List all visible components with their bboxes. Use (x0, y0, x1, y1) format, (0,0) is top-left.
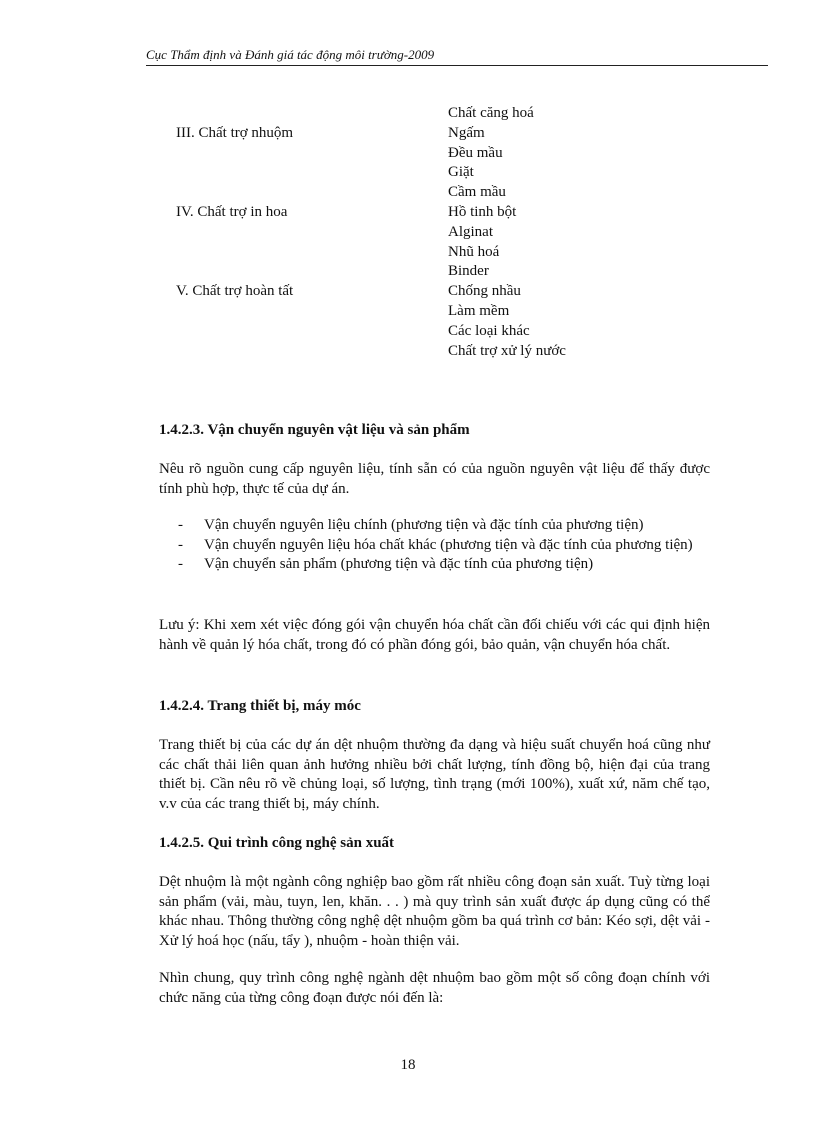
list-row (176, 163, 676, 183)
chemical-list (176, 104, 676, 361)
list-row (176, 183, 676, 203)
list-category: III. Chất trợ nhuộm (176, 124, 294, 141)
note-paragraph: Lưu ý: Khi xem xét việc đóng gói vận chuyển hóa chất cần đối chiếu với các qui định hiện hành về quản lý hóa chất, trong đó có phần đóng gói, bảo quản, vận chuyển hóa chất. (159, 617, 710, 653)
list-item (178, 555, 710, 575)
section-heading: 1.4.2.3. Vận chuyển nguyên vật liệu và sản phẩm (159, 422, 470, 438)
list-row (176, 203, 676, 223)
list-item: Ngấm (448, 124, 485, 141)
list-item (178, 516, 710, 536)
paragraph: Nêu rõ nguồn cung cấp nguyên liệu, tính sẵn có của nguồn nguyên vật liệu để thấy được tính phù hợp, thực tế của dự án. (159, 461, 710, 497)
list-item (178, 536, 710, 556)
bullet-text: Vận chuyển sản phẩm (phương tiện và đặc tính của phương tiện) (204, 556, 594, 572)
page-header: Cục Thẩm định và Đánh giá tác động môi trường-2009 (146, 46, 768, 66)
list-item: Hồ tinh bột (448, 203, 517, 220)
list-item: Alginat (448, 223, 493, 240)
paragraph: Dệt nhuộm là một ngành công nghiệp bao gồm rất nhiều công đoạn sản xuất. Tuỳ từng loại sản phẩm (vải, màu, tuyn, len, khăn. . . ) mà quy trình sản xuất được áp dụng cũng có thể khác nhau. Thông thường công nghệ dệt nhuộm gồm ba quá trình cơ bản: Kéo sợi, dệt vải - Xử lý hoá học (nấu, tẩy ), nhuộm - hoàn thiện vải. (159, 874, 710, 949)
list-row (176, 104, 676, 124)
list-item: Đều mầu (448, 144, 503, 161)
list-item: Binder (448, 263, 489, 280)
list-category: IV. Chất trợ in hoa (176, 203, 288, 220)
bullet-text: Vận chuyển nguyên liệu chính (phương tiện và đặc tính của phương tiện) (204, 517, 644, 533)
list-item: Giặt (448, 164, 474, 181)
list-item: Chất căng hoá (448, 105, 534, 121)
list-item: Chống nhầu (448, 283, 521, 300)
list-item: Nhũ hoá (448, 243, 500, 260)
list-row (176, 124, 676, 144)
paragraph: Nhìn chung, quy trình công nghệ ngành dệt nhuộm bao gồm một số công đoạn chính với chức năng của từng công đoạn được nói đến là: (159, 970, 710, 1006)
bullet-text: Vận chuyển nguyên liệu hóa chất khác (phương tiện và đặc tính của phương tiện) (204, 536, 693, 553)
list-row (176, 342, 676, 362)
list-row (176, 262, 676, 282)
list-item: Cầm mầu (448, 184, 506, 201)
list-row (176, 322, 676, 342)
dash-bullet: - (178, 536, 183, 553)
list-item: Các loại khác (448, 322, 530, 339)
list-row (176, 302, 676, 322)
list-row (176, 282, 676, 302)
dash-bullet: - (178, 556, 183, 572)
dash-bullet: - (178, 517, 183, 533)
list-category: V. Chất trợ hoàn tất (176, 283, 294, 300)
section-heading: 1.4.2.5. Qui trình công nghệ sản xuất (159, 835, 395, 851)
list-row (176, 243, 676, 263)
list-row (176, 144, 676, 164)
paragraph: Trang thiết bị của các dự án dệt nhuộm thường đa dạng và hiệu suất chuyển hoá cũng như các chất thải liên quan ảnh hưởng nhiều bởi chất lượng, tính đồng bộ, hiện đại của trang thiết bị. Cần nêu rõ về chủng loại, số lượng, tình trạng (mới 100%), xuất xứ, năm chế tạo, v.v của các trang thiết bị, máy chính. (159, 737, 710, 812)
page-number: 18 (400, 1057, 416, 1073)
list-item: Chất trợ xử lý nước (448, 342, 566, 359)
list-item: Làm mềm (448, 302, 510, 319)
list-row (176, 223, 676, 243)
section-heading: 1.4.2.4. Trang thiết bị, máy móc (159, 698, 361, 714)
bullet-list (178, 516, 710, 575)
